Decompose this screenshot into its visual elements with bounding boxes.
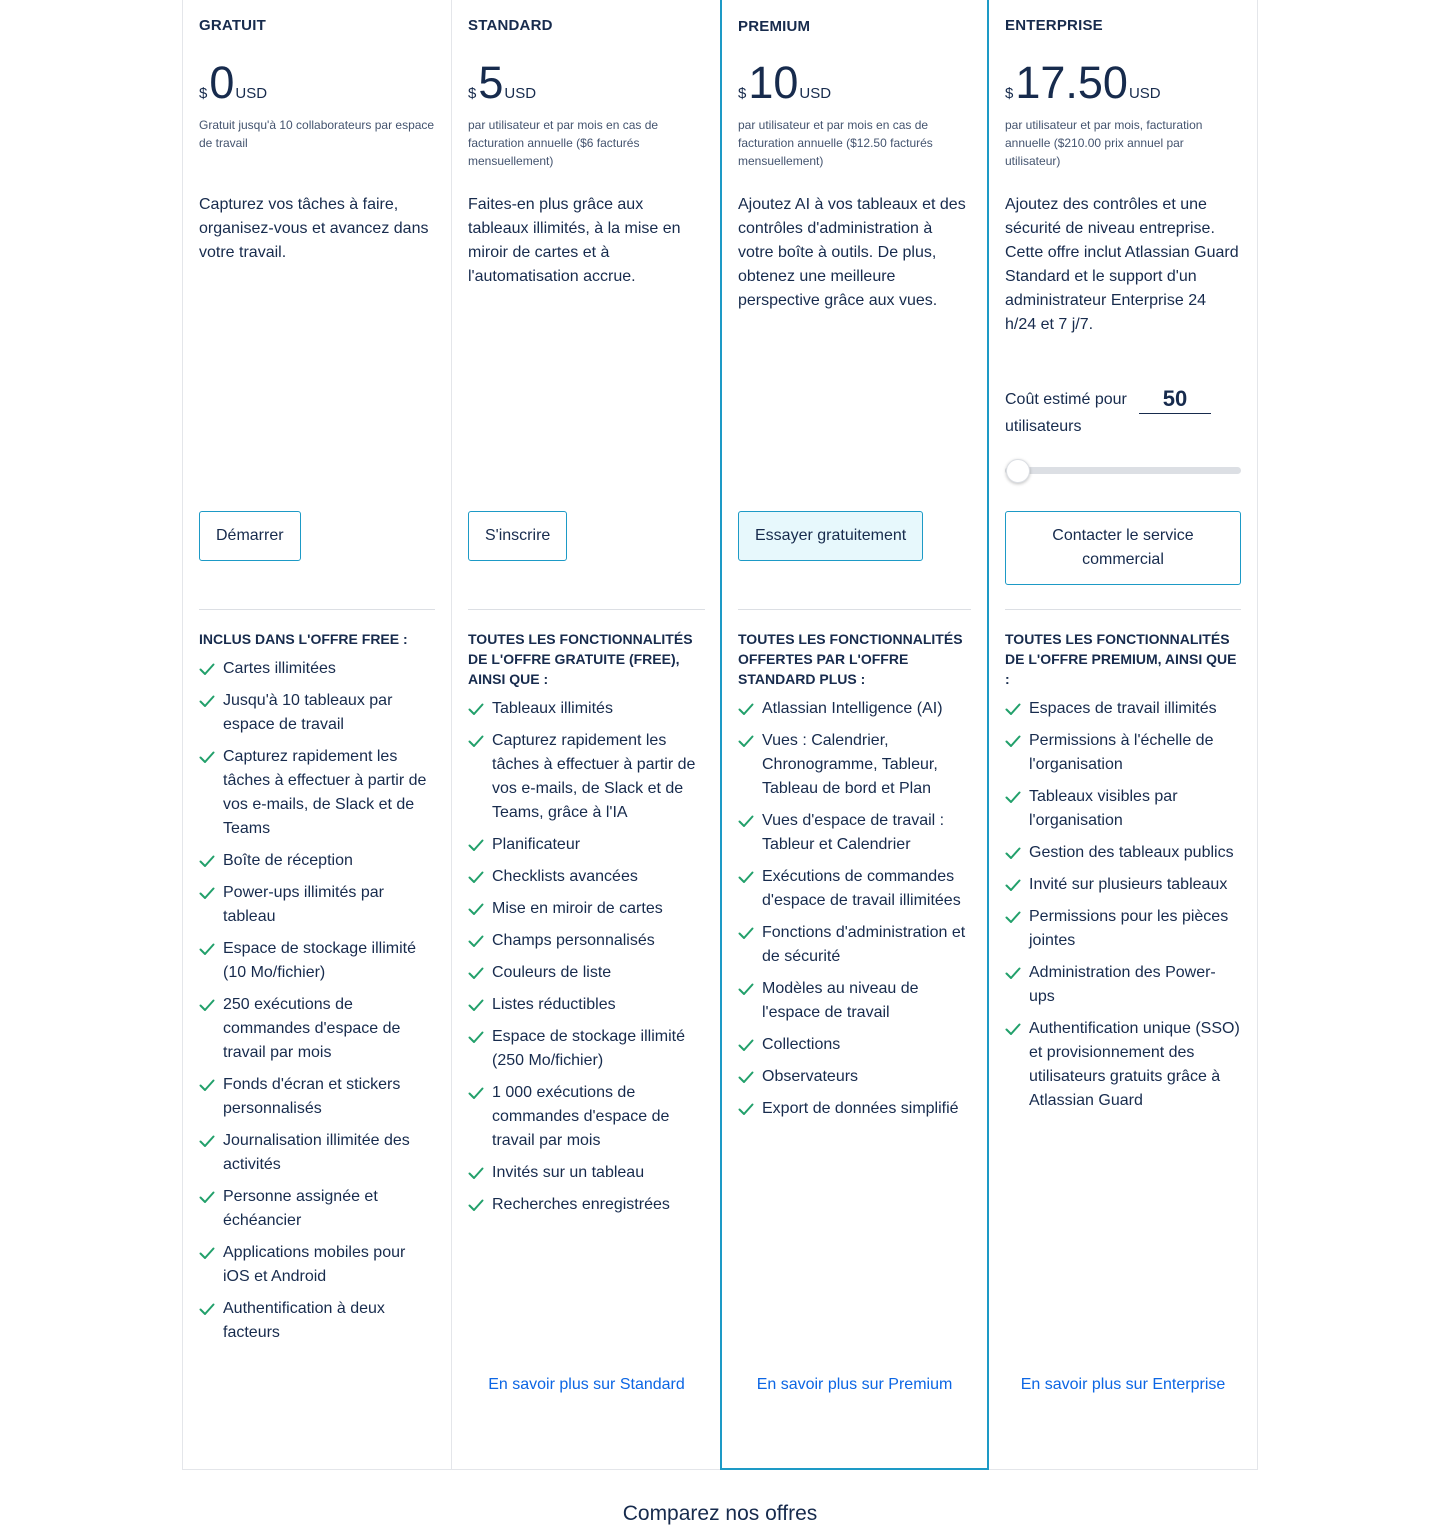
feature-item xyxy=(468,1081,705,1153)
check-icon xyxy=(468,1198,484,1212)
plan-enterprise xyxy=(989,0,1257,1470)
feature-item xyxy=(738,1097,971,1121)
learn-more-premium-link[interactable]: En savoir plus sur Premium xyxy=(756,1376,953,1393)
plan-description: Ajoutez des contrôles et une sécurité de niveau entreprise. Cette offre inclut Atlassian Guard Standard et le support d'un administrateur Enterprise 24 h/24 et 7 j/7. xyxy=(1005,196,1239,333)
price-amount: 17.50 xyxy=(1015,57,1128,108)
features-heading: INCLUS DANS L'OFFRE FREE : xyxy=(199,631,408,647)
features-list xyxy=(1005,697,1241,1121)
check-icon xyxy=(199,854,215,868)
check-icon xyxy=(1005,966,1021,980)
features-heading: TOUTES LES FONCTIONNALITÉS DE L'OFFRE PREMIUM, AINSI QUE : xyxy=(1005,631,1237,687)
feature-label: Planificateur xyxy=(492,836,581,853)
features-list xyxy=(199,657,435,1353)
feature-item xyxy=(468,1161,705,1185)
feature-label: Applications mobiles pour iOS et Android xyxy=(223,1244,406,1285)
feature-item xyxy=(468,833,705,857)
check-icon xyxy=(738,870,754,884)
feature-item xyxy=(468,729,705,825)
feature-label: Personne assignée et échéancier xyxy=(223,1188,378,1229)
feature-label: Authentification unique (SSO) et provisionnement des utilisateurs gratuits grâce à Atlassian Guard xyxy=(1029,1020,1240,1109)
plan-name: GRATUIT xyxy=(199,17,266,34)
price-note: Gratuit jusqu'à 10 collaborateurs par espace de travail xyxy=(199,118,435,150)
feature-item xyxy=(1005,697,1241,721)
feature-item xyxy=(1005,841,1241,865)
check-icon xyxy=(199,1134,215,1148)
slider-track[interactable] xyxy=(1005,467,1241,474)
price-unit: USD xyxy=(1128,85,1161,102)
feature-label: Tableaux illimités xyxy=(492,700,613,717)
price-note: par utilisateur et par mois, facturation annuelle ($210.00 prix annuel par utilisateur) xyxy=(1005,118,1203,168)
feature-label: Espace de stockage illimité (10 Mo/fichier) xyxy=(223,940,416,981)
feature-item xyxy=(1005,729,1241,777)
contact-sales-button[interactable]: Contacter le service commercial xyxy=(1005,511,1241,585)
price-currency: $ xyxy=(1005,85,1014,102)
divider xyxy=(199,609,435,610)
feature-label: Export de données simplifié xyxy=(762,1100,959,1117)
check-icon xyxy=(468,1030,484,1044)
feature-item xyxy=(199,1129,435,1177)
feature-item xyxy=(199,993,435,1065)
feature-item xyxy=(199,689,435,737)
estimate-unit-label: utilisateurs xyxy=(1005,418,1082,435)
features-heading: TOUTES LES FONCTIONNALITÉS DE L'OFFRE GRATUITE (FREE), AINSI QUE : xyxy=(468,631,693,687)
price-note: par utilisateur et par mois en cas de facturation annuelle ($6 facturés mensuellement) xyxy=(468,118,659,168)
price-amount: 5 xyxy=(478,57,504,108)
features-list xyxy=(738,697,971,1129)
feature-item xyxy=(199,937,435,985)
feature-label: Invités sur un tableau xyxy=(492,1164,645,1181)
check-icon xyxy=(199,662,215,676)
plan-description: Ajoutez AI à vos tableaux et des contrôles d'administration à votre boîte à outils. De plus, obtenez une meilleure perspective grâce aux vues. xyxy=(738,196,966,309)
price-amount: 0 xyxy=(209,57,235,108)
check-icon xyxy=(199,1302,215,1316)
compare-heading: Comparez nos offres xyxy=(622,1502,818,1525)
feature-label: Jusqu'à 10 tableaux par espace de travail xyxy=(223,692,393,733)
feature-item xyxy=(738,1065,971,1089)
feature-label: Recherches enregistrées xyxy=(492,1196,670,1213)
feature-item xyxy=(468,961,705,985)
user-count-input[interactable] xyxy=(1139,384,1211,414)
price-currency: $ xyxy=(738,85,747,102)
learn-more-standard-link[interactable]: En savoir plus sur Standard xyxy=(488,1376,685,1393)
feature-label: Vues d'espace de travail : Tableur et Calendrier xyxy=(762,812,945,853)
plan-description: Faites-en plus grâce aux tableaux illimités, à la mise en miroir de cartes et à l'automatisation accrue. xyxy=(468,196,681,285)
feature-label: Observateurs xyxy=(762,1068,859,1085)
feature-item xyxy=(199,1073,435,1121)
check-icon xyxy=(199,942,215,956)
feature-label: Mise en miroir de cartes xyxy=(492,900,663,917)
slider-thumb[interactable] xyxy=(1006,459,1030,483)
check-icon xyxy=(468,902,484,916)
plan-price xyxy=(738,57,832,108)
check-icon xyxy=(1005,910,1021,924)
estimate-label: Coût estimé pour xyxy=(1005,391,1127,408)
check-icon xyxy=(468,934,484,948)
feature-label: Permissions à l'échelle de l'organisation xyxy=(1029,732,1214,773)
check-icon xyxy=(468,870,484,884)
user-count-slider[interactable] xyxy=(1005,458,1241,484)
check-icon xyxy=(468,1166,484,1180)
feature-item xyxy=(199,881,435,929)
feature-item xyxy=(738,809,971,857)
feature-label: Vues : Calendrier, Chronogramme, Tableur, Tableau de bord et Plan xyxy=(762,732,938,797)
feature-item xyxy=(199,1185,435,1233)
feature-item xyxy=(199,1241,435,1289)
feature-label: Atlassian Intelligence (AI) xyxy=(762,700,943,717)
check-icon xyxy=(199,1190,215,1204)
feature-item xyxy=(468,1193,705,1217)
feature-label: Fonds d'écran et stickers personnalisés xyxy=(223,1076,401,1117)
plan-premium xyxy=(720,0,989,1470)
feature-label: Listes réductibles xyxy=(492,996,616,1013)
check-icon xyxy=(199,1078,215,1092)
feature-label: Champs personnalisés xyxy=(492,932,655,949)
feature-label: Power-ups illimités par tableau xyxy=(223,884,384,925)
check-icon xyxy=(738,1102,754,1116)
check-icon xyxy=(738,1038,754,1052)
feature-label: Gestion des tableaux publics xyxy=(1029,844,1234,861)
feature-item xyxy=(468,897,705,921)
plan-price xyxy=(1005,57,1161,108)
feature-item xyxy=(199,1297,435,1345)
plan-name: STANDARD xyxy=(468,17,553,34)
feature-item xyxy=(468,1025,705,1073)
feature-item xyxy=(738,729,971,801)
feature-item xyxy=(1005,961,1241,1009)
feature-item xyxy=(468,993,705,1017)
check-icon xyxy=(738,734,754,748)
feature-label: Couleurs de liste xyxy=(492,964,612,981)
feature-label: Capturez rapidement les tâches à effectuer à partir de vos e-mails, de Slack et de Teams, grâce à l'IA xyxy=(492,732,696,821)
feature-label: Capturez rapidement les tâches à effectuer à partir de vos e-mails, de Slack et de Teams xyxy=(223,748,427,837)
features-list xyxy=(468,697,705,1225)
feature-item xyxy=(738,865,971,913)
feature-label: Espaces de travail illimités xyxy=(1029,700,1217,717)
price-currency: $ xyxy=(468,85,477,102)
feature-label: Checklists avancées xyxy=(492,868,638,885)
feature-label: Cartes illimitées xyxy=(223,660,336,677)
check-icon xyxy=(468,702,484,716)
learn-more-enterprise-link[interactable]: En savoir plus sur Enterprise xyxy=(1020,1376,1226,1393)
feature-item xyxy=(468,697,705,721)
check-icon xyxy=(1005,790,1021,804)
feature-label: Boîte de réception xyxy=(223,852,353,869)
start-button[interactable]: Démarrer xyxy=(199,511,301,561)
feature-item xyxy=(1005,785,1241,833)
check-icon xyxy=(738,926,754,940)
check-icon xyxy=(738,1070,754,1084)
check-icon xyxy=(199,998,215,1012)
price-currency: $ xyxy=(199,85,208,102)
check-icon xyxy=(199,886,215,900)
feature-label: 1 000 exécutions de commandes d'espace de travail par mois xyxy=(492,1084,670,1149)
price-unit: USD xyxy=(504,85,537,102)
feature-item xyxy=(738,1033,971,1057)
price-note: par utilisateur et par mois en cas de facturation annuelle ($12.50 facturés mensuellement) xyxy=(738,118,933,168)
pricing-plans xyxy=(182,0,1258,1470)
divider xyxy=(1005,609,1241,610)
feature-item xyxy=(738,697,971,721)
check-icon xyxy=(199,1246,215,1260)
price-unit: USD xyxy=(235,85,268,102)
feature-label: Authentification à deux facteurs xyxy=(223,1300,385,1341)
plan-standard xyxy=(451,0,721,1470)
feature-item xyxy=(468,865,705,889)
check-icon xyxy=(468,966,484,980)
plan-name: PREMIUM xyxy=(738,18,811,35)
check-icon xyxy=(738,982,754,996)
price-unit: USD xyxy=(799,85,832,102)
features-heading: TOUTES LES FONCTIONNALITÉS OFFERTES PAR L'OFFRE STANDARD PLUS : xyxy=(738,631,963,687)
feature-item xyxy=(1005,873,1241,897)
feature-item xyxy=(199,849,435,873)
check-icon xyxy=(468,838,484,852)
check-icon xyxy=(738,814,754,828)
check-icon xyxy=(468,998,484,1012)
check-icon xyxy=(1005,734,1021,748)
plan-price xyxy=(199,57,268,108)
feature-label: Tableaux visibles par l'organisation xyxy=(1029,788,1178,829)
feature-item xyxy=(468,929,705,953)
plan-name: ENTERPRISE xyxy=(1005,17,1103,34)
plan-free xyxy=(183,0,451,1470)
check-icon xyxy=(1005,846,1021,860)
feature-label: Espace de stockage illimité (250 Mo/fichier) xyxy=(492,1028,685,1069)
feature-item xyxy=(199,745,435,841)
check-icon xyxy=(199,750,215,764)
check-icon xyxy=(468,734,484,748)
plan-description: Capturez vos tâches à faire, organisez-vous et avancez dans votre travail. xyxy=(199,196,429,261)
feature-label: Journalisation illimitée des activités xyxy=(223,1132,410,1173)
check-icon xyxy=(468,1086,484,1100)
feature-item xyxy=(1005,905,1241,953)
feature-label: Modèles au niveau de l'espace de travail xyxy=(762,980,919,1021)
price-amount: 10 xyxy=(748,57,799,108)
feature-label: Administration des Power-ups xyxy=(1029,964,1216,1005)
feature-item xyxy=(199,657,435,681)
feature-label: Exécutions de commandes d'espace de travail illimitées xyxy=(762,868,961,909)
feature-item xyxy=(1005,1017,1241,1113)
feature-label: Collections xyxy=(762,1036,841,1053)
check-icon xyxy=(199,694,215,708)
feature-item xyxy=(738,977,971,1025)
check-icon xyxy=(1005,1022,1021,1036)
check-icon xyxy=(1005,702,1021,716)
feature-label: Invité sur plusieurs tableaux xyxy=(1029,876,1228,893)
free-trial-button[interactable]: Essayer gratuitement xyxy=(738,511,923,561)
signup-button[interactable]: S'inscrire xyxy=(468,511,567,561)
feature-label: 250 exécutions de commandes d'espace de travail par mois xyxy=(223,996,401,1061)
check-icon xyxy=(738,702,754,716)
feature-item xyxy=(738,921,971,969)
feature-label: Fonctions d'administration et de sécurité xyxy=(762,924,966,965)
check-icon xyxy=(1005,878,1021,892)
divider xyxy=(738,609,971,610)
divider xyxy=(468,609,705,610)
feature-label: Permissions pour les pièces jointes xyxy=(1029,908,1229,949)
plan-price xyxy=(468,57,537,108)
